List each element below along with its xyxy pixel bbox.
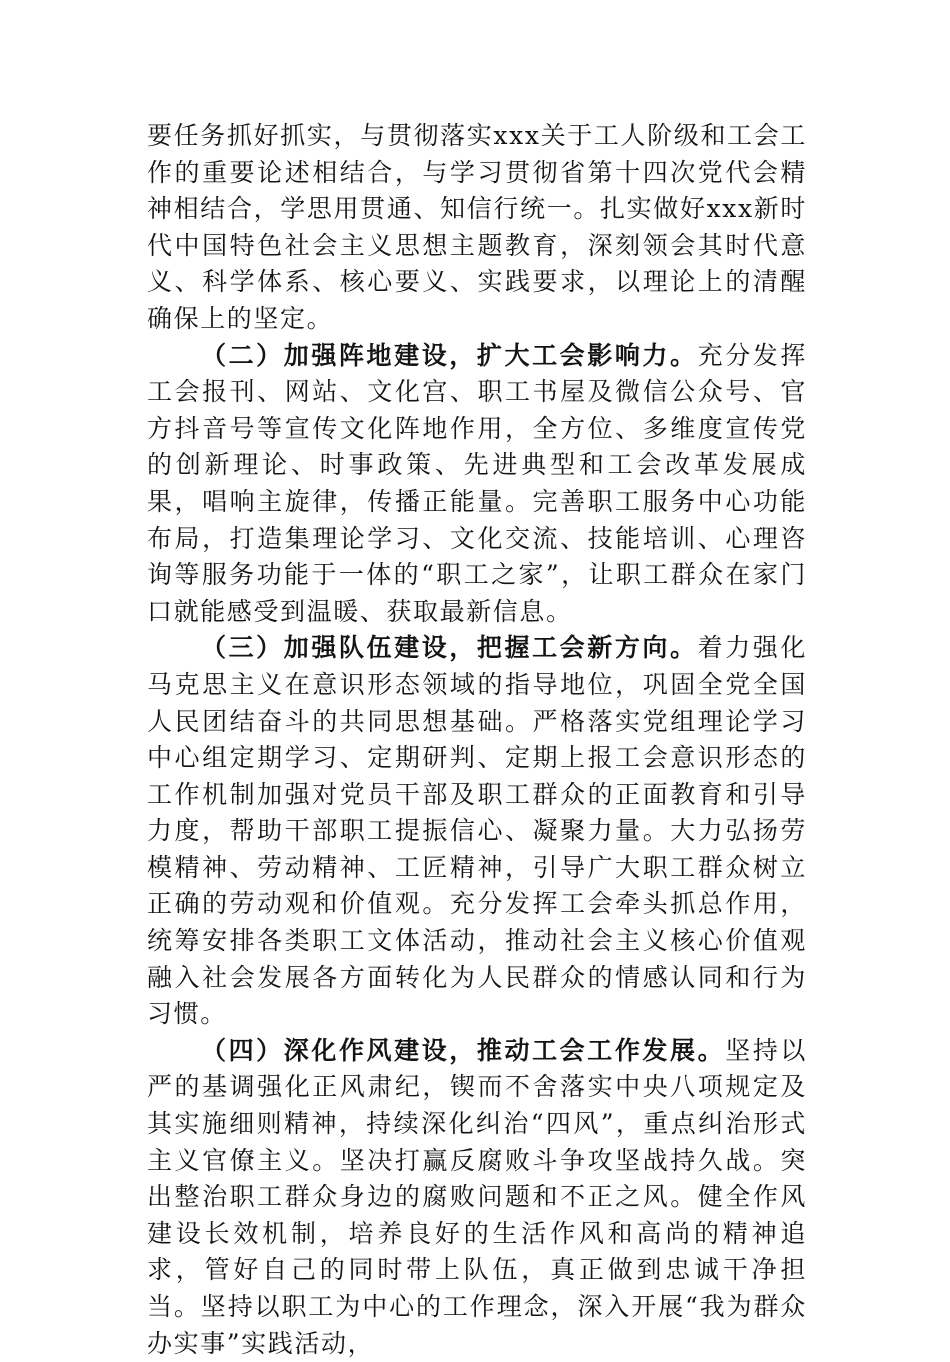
section-heading: （二）加强阵地建设，扩大工会影响力。 (201, 340, 698, 370)
paragraph-body: 着力强化马克思主义在意识形态领域的指导地位，巩固全党全国人民团结奋斗的共同思想基础。严格落实党组理论学习中心组定期学习、定期研判、定期上报工会意识形态的工作机制加强对党员干部及职工群众的正面教育和引导力度，帮助干部职工提振信心、凝聚力量。大力弘扬劳模精神、劳动精神、工匠精神，引导广大职工群众树立正确的劳动观和价值观。充分发挥工会牵头抓总作用，统筹安排各类职工文体活动，推动社会主义核心价值观融入社会发展各方面转化为人民群众的情感认同和行为习惯。 (147, 633, 807, 1029)
paragraph-body: 要任务抓好抓实，与贯彻落实xxx关于工人阶级和工会工作的重要论述相结合，与学习贯彻省第十四次党代会精神相结合，学思用贯通、知信行统一。扎实做好xxx新时代中国特色社会主义思想主题教育，深刻领会其时代意义、科学体系、核心要义、实践要求，以理论上的清醒确保上的坚定。 (147, 121, 807, 333)
document-page (147, 118, 807, 1362)
section-heading: （三）加强队伍建设，把握工会新方向。 (201, 633, 698, 663)
paragraph-continuation (147, 118, 807, 338)
paragraph-body: 坚持以严的基调强化正风肃纪，锲而不舍落实中央八项规定及其实施细则精神，持续深化纠治“四风”，重点纠治形式主义官僚主义。坚决打赢反腐败斗争攻坚战持久战。突出整治职工群众身边的腐败问题和不正之风。健全作风建设长效机制，培养良好的生活作风和高尚的精神追求，管好自己的同时带上队伍，真正做到忠诚干净担当。坚持以职工为中心的工作理念，深入开展“我为群众办实事”实践活动， (147, 1035, 807, 1358)
paragraph-section-4 (147, 1033, 807, 1362)
section-heading: （四）深化作风建设，推动工会工作发展。 (201, 1035, 726, 1065)
paragraph-body: 充分发挥工会报刊、网站、文化宫、职工书屋及微信公众号、官方抖音号等宣传文化阵地作用，全方位、多维度宣传党的创新理论、时事政策、先进典型和工会改革发展成果，唱响主旋律，传播正能量。完善职工服务中心功能布局，打造集理论学习、文化交流、技能培训、心理咨询等服务功能于一体的“职工之家”，让职工群众在家门口就能感受到温暖、获取最新信息。 (147, 340, 807, 626)
paragraph-section-2 (147, 338, 807, 631)
paragraph-section-3 (147, 630, 807, 1033)
